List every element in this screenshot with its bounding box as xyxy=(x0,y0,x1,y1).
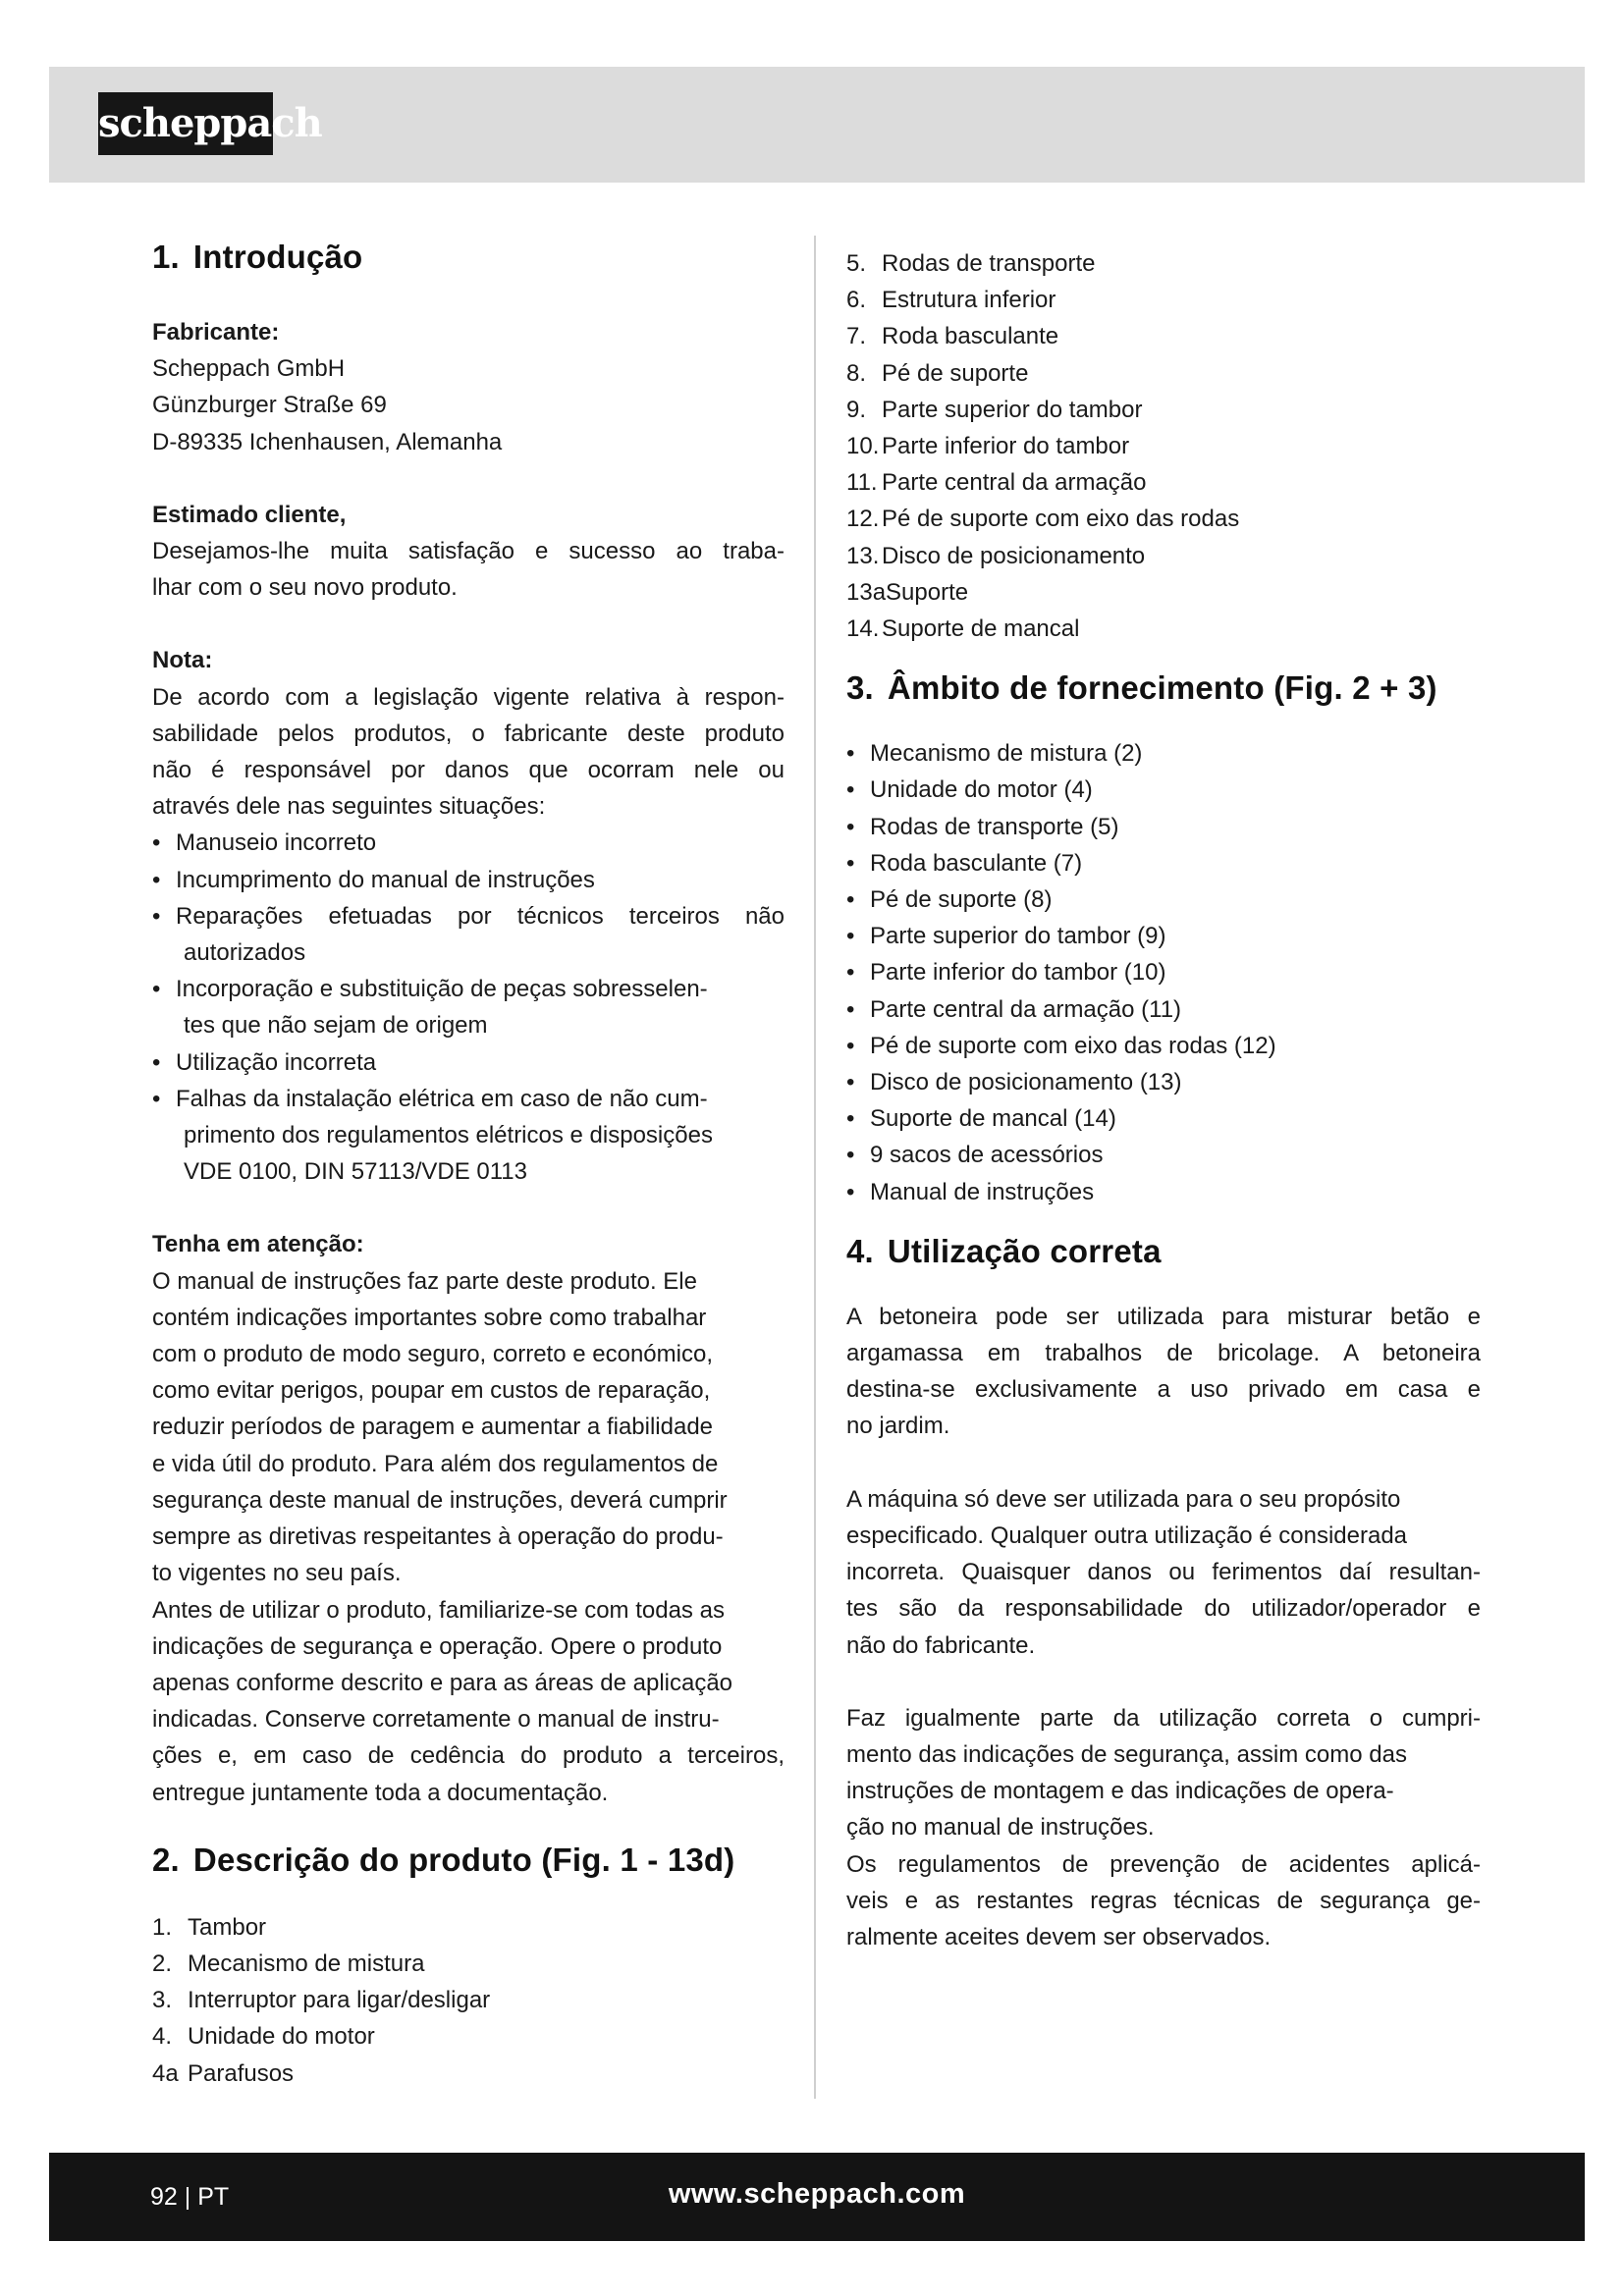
attention-line: como evitar perigos, poupar em custos de reparação, xyxy=(152,1377,711,1405)
page-number: 92 | PT xyxy=(150,2183,230,2211)
dear-customer-line: Desejamos-lhe muita satisfação e sucesso ao traba- xyxy=(152,538,785,565)
note-bullet: • Incorporação e substituição de peças sobresselen- xyxy=(152,976,708,1003)
note-line: através dele nas seguintes situações: xyxy=(152,793,546,821)
description-item: 14. Suporte de mancal xyxy=(846,615,1080,643)
scope-item: • Pé de suporte (8) xyxy=(846,886,1053,914)
intended-use-line: especificado. Qualquer outra utilização é considerada xyxy=(846,1522,1408,1549)
attention-line: indicações de segurança e operação. Opere o produto xyxy=(152,1632,723,1660)
right-column xyxy=(846,245,1481,1955)
attention-line: to vigentes no seu país. xyxy=(152,1560,402,1587)
attention-line: apenas conforme descrito e para as áreas de aplicação xyxy=(152,1669,733,1696)
note-line: De acordo com a legislação vigente relativa à respon- xyxy=(152,683,785,711)
section-heading-intended-use: 4. Utilização correta xyxy=(846,1232,1162,1269)
note-bullet: • Manuseio incorreto xyxy=(152,829,377,857)
description-item: 5. Rodas de transporte xyxy=(846,250,1096,277)
intended-use-line: tes são da responsabilidade do utilizador/operador e xyxy=(846,1595,1481,1623)
manufacturer-line: D-89335 Ichenhausen, Alemanha xyxy=(152,428,503,455)
attention-line: O manual de instruções faz parte deste produto. Ele xyxy=(152,1267,697,1295)
note-bullet: • Incumprimento do manual de instruções xyxy=(152,866,595,893)
attention-line: reduzir períodos de paragem e aumentar a fiabilidade xyxy=(152,1414,714,1441)
intended-use-line: destina-se exclusivamente a uso privado em casa e xyxy=(846,1376,1481,1404)
note-bullet-continued: autorizados xyxy=(184,939,306,967)
dear-customer-line: lhar com o seu novo produto. xyxy=(152,574,458,602)
note-line: sabilidade pelos produtos, o fabricante deste produto xyxy=(152,720,785,747)
attention-line: segurança deste manual de instruções, deverá cumprir xyxy=(152,1486,728,1514)
intended-use-line: Os regulamentos de prevenção de acidentes aplicá- xyxy=(846,1850,1481,1878)
manufacturer-label: Fabricante: xyxy=(152,319,280,346)
intended-use-line: Faz igualmente parte da utilização correta o cumpri- xyxy=(846,1704,1481,1732)
intended-use-line: A betoneira pode ser utilizada para misturar betão e xyxy=(846,1303,1481,1330)
scope-item: • 9 sacos de acessórios xyxy=(846,1142,1104,1169)
header-bar xyxy=(49,67,1585,183)
description-item: 6. Estrutura inferior xyxy=(846,287,1056,314)
section-heading-product-description: 2. Descrição do produto (Fig. 1 - 13d) xyxy=(152,1841,735,1878)
description-item: 11. Parte central da armação xyxy=(846,469,1147,497)
left-column xyxy=(152,238,785,2092)
description-item: 10. Parte inferior do tambor xyxy=(846,433,1130,460)
intended-use-line: não do fabricante. xyxy=(846,1631,1036,1659)
intended-use-line: A máquina só deve ser utilizada para o seu propósito xyxy=(846,1485,1401,1513)
note-bullet-continued: tes que não sejam de origem xyxy=(184,1012,488,1040)
description-item: 9. Parte superior do tambor xyxy=(846,396,1143,423)
note-label: Nota: xyxy=(152,647,213,674)
description-item: 1. Tambor xyxy=(152,1913,267,1941)
intended-use-line: mento das indicações de segurança, assim como das xyxy=(846,1740,1407,1768)
scope-item: • Suporte de mancal (14) xyxy=(846,1105,1116,1133)
intended-use-line: ralmente aceites devem ser observados. xyxy=(846,1923,1272,1950)
scope-item: • Pé de suporte com eixo das rodas (12) xyxy=(846,1032,1276,1059)
scope-item: • Mecanismo de mistura (2) xyxy=(846,740,1143,768)
attention-line: sempre as diretivas respeitantes à operação do produ- xyxy=(152,1523,724,1551)
description-item: 13aSuporte xyxy=(846,578,969,606)
scope-item: • Disco de posicionamento (13) xyxy=(846,1069,1182,1096)
description-item: 12. Pé de suporte com eixo das rodas xyxy=(846,506,1240,533)
scope-item: • Manual de instruções xyxy=(846,1178,1095,1205)
footer-bar xyxy=(49,2153,1585,2241)
note-bullet: • Falhas da instalação elétrica em caso de não cum- xyxy=(152,1085,708,1112)
dear-customer-label: Estimado cliente, xyxy=(152,501,347,528)
description-item: 4. Unidade do motor xyxy=(152,2023,375,2051)
attention-line: com o produto de modo seguro, correto e económico, xyxy=(152,1341,713,1368)
brand-logo: scheppach xyxy=(98,92,273,155)
description-item: 3. Interruptor para ligar/desligar xyxy=(152,1987,491,2014)
description-item: 8. Pé de suporte xyxy=(846,359,1029,387)
note-bullet: • Reparações efetuadas por técnicos terceiros não xyxy=(152,902,785,930)
intended-use-line: veis e as restantes regras técnicas de segurança ge- xyxy=(846,1887,1481,1914)
attention-line: indicadas. Conserve corretamente o manual de instru- xyxy=(152,1706,720,1734)
note-bullet: • Utilização incorreta xyxy=(152,1048,377,1076)
description-item: 7. Roda basculante xyxy=(846,323,1059,350)
manufacturer-line: Scheppach GmbH xyxy=(152,355,346,383)
scope-item: • Parte superior do tambor (9) xyxy=(846,923,1166,950)
note-line: não é responsável por danos que ocorram nele ou xyxy=(152,757,785,784)
intended-use-line: no jardim. xyxy=(846,1413,950,1440)
attention-label: Tenha em atenção: xyxy=(152,1231,364,1258)
description-item: 4a Parafusos xyxy=(152,2059,295,2087)
note-bullet-continued: primento dos regulamentos elétricos e disposições xyxy=(184,1122,713,1149)
scope-item: • Roda basculante (7) xyxy=(846,849,1083,877)
manufacturer-line: Günzburger Straße 69 xyxy=(152,392,387,419)
attention-line: ções e, em caso de cedência do produto a terceiros, xyxy=(152,1742,785,1770)
intended-use-line: incorreta. Quaisquer danos ou ferimentos daí resultan- xyxy=(846,1559,1481,1586)
description-item: 2. Mecanismo de mistura xyxy=(152,1949,425,1977)
description-item: 13. Disco de posicionamento xyxy=(846,542,1146,569)
scope-item: • Rodas de transporte (5) xyxy=(846,813,1119,840)
scope-item: • Parte central da armação (11) xyxy=(846,995,1182,1023)
attention-line: entregue juntamente toda a documentação. xyxy=(152,1779,609,1806)
section-heading-scope-of-delivery: 3. Âmbito de fornecimento (Fig. 2 + 3) xyxy=(846,669,1437,707)
intended-use-line: argamassa em trabalhos de bricolage. A betoneira xyxy=(846,1340,1481,1367)
note-bullet-continued: VDE 0100, DIN 57113/VDE 0113 xyxy=(184,1158,527,1186)
scope-item: • Unidade do motor (4) xyxy=(846,776,1093,804)
intended-use-line: instruções de montagem e das indicações de opera- xyxy=(846,1778,1394,1805)
website-link[interactable]: www.scheppach.com xyxy=(668,2178,966,2210)
attention-line: e vida útil do produto. Para além dos regulamentos de xyxy=(152,1450,719,1477)
section-heading-introduction: 1. Introdução xyxy=(152,239,363,275)
scope-item: • Parte inferior do tambor (10) xyxy=(846,959,1166,987)
column-divider xyxy=(814,236,816,2099)
attention-line: contém indicações importantes sobre como trabalhar xyxy=(152,1304,707,1331)
attention-line: Antes de utilizar o produto, familiarize-se com todas as xyxy=(152,1596,725,1624)
intended-use-line: ção no manual de instruções. xyxy=(846,1814,1155,1842)
